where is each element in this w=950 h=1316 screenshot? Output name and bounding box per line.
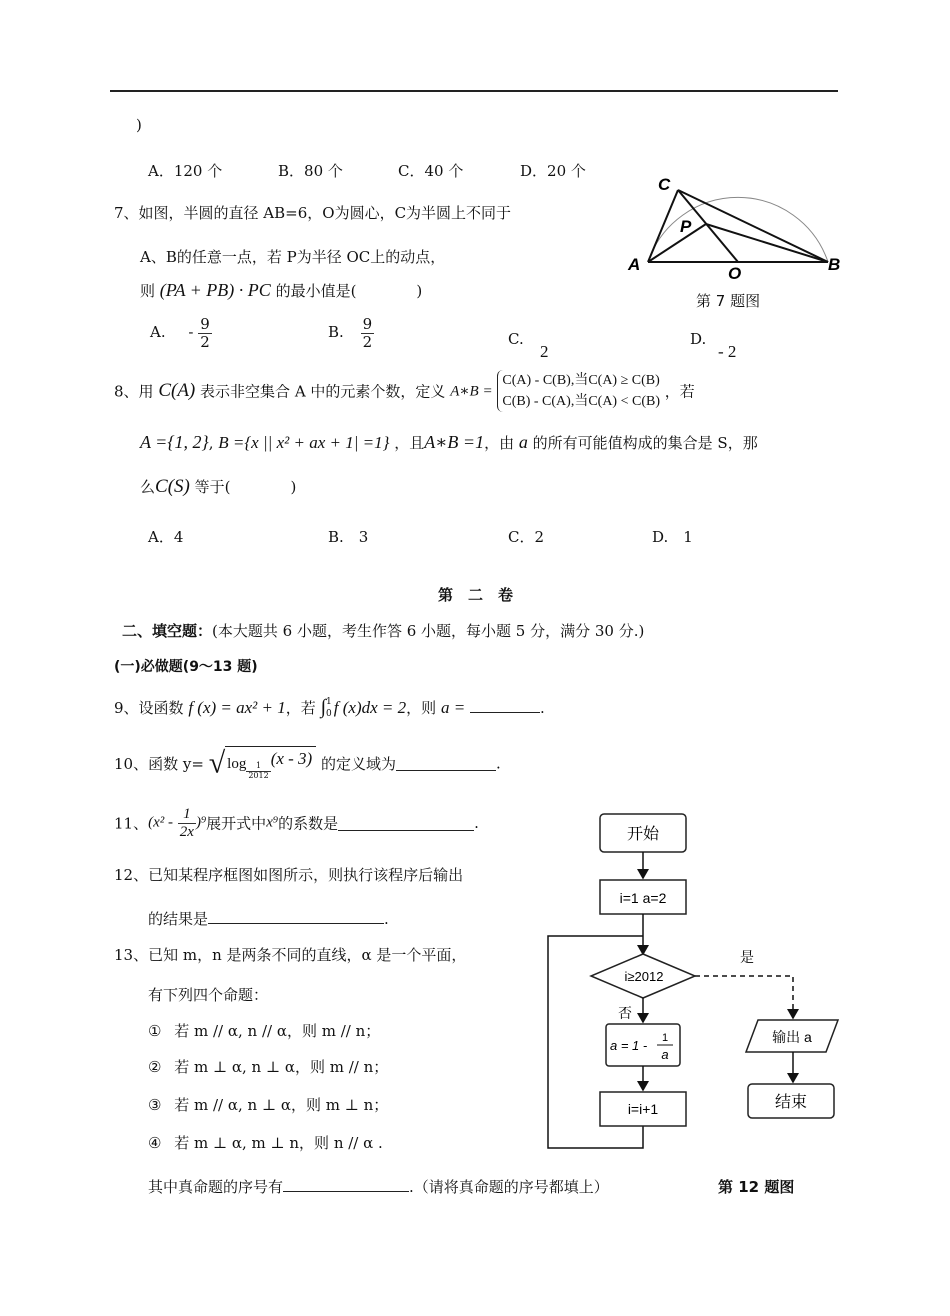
q7-option-a — [150, 316, 212, 350]
q11-prefix: 11、 — [114, 814, 149, 833]
q9-answer-blank[interactable] — [470, 698, 540, 713]
label-o: O — [728, 264, 742, 282]
q6-option-c: C．40 个 — [398, 162, 464, 180]
flow-assign-label: a = 1 - — [610, 1038, 648, 1053]
q7-option-c-label: C. — [508, 330, 524, 348]
q13-line2: 有下列四个命题： — [148, 986, 269, 1004]
q9-integral: f (x)dx = 2 — [333, 698, 407, 717]
fill-in-description: (本大题共 6 小题，考生作答 6 小题，每小题 5 分，满分 30 分.) — [212, 622, 645, 640]
q8-line3 — [140, 476, 296, 498]
q8-case2: C(B) - C(A),当C(A) < C(B) — [502, 394, 660, 409]
q13-answer-blank[interactable] — [283, 1177, 409, 1192]
q7-vector-expression: (PA + PB) · PC — [159, 280, 271, 300]
q7-line2: A、B的任意一点，若 P为半径 OC上的动点， — [140, 248, 446, 266]
q9-upper-limit: 1 — [326, 697, 332, 708]
q11-fraction: $\frac{1}{2x}$ — [179, 806, 194, 840]
q8-ca: C(A) — [158, 380, 196, 401]
q10-answer-blank[interactable] — [396, 756, 496, 771]
q7-figure-caption: 第 7 题图 — [696, 292, 761, 310]
q8-text5: 的所有可能值构成的集合是 S，那 — [532, 434, 758, 452]
q11-expr-left: (x² - — [148, 814, 173, 831]
top-rule — [110, 90, 838, 92]
q13-proposition-2 — [148, 1056, 388, 1077]
flow-assign-denominator: a — [661, 1047, 669, 1062]
q8-piecewise — [497, 370, 660, 412]
sqrt-symbol: √ — [208, 746, 226, 780]
q8-prefix: 8、用 — [114, 382, 154, 401]
q8-option-b: B. 3 — [328, 528, 369, 546]
q8-option-a: A．4 — [148, 528, 184, 546]
q7-option-b-label: B. — [328, 323, 344, 341]
flow-increment-label: i=i+1 — [627, 1101, 659, 1117]
q10-radicand — [225, 746, 316, 781]
q8-option-d: D. 1 — [652, 528, 693, 546]
q10-sqrt — [209, 746, 317, 781]
q13-p2-text: 若 m ⊥ α, n ⊥ α，则 m // n； — [174, 1058, 389, 1076]
flow-no-label: 否 — [618, 1005, 632, 1021]
q8-line3-suffix: 等于( ) — [194, 478, 297, 496]
q13-p3-text: 若 m // α, n ⊥ α，则 m ⊥ n； — [174, 1096, 389, 1114]
q7-option-d-value: - 2 — [718, 342, 737, 361]
q10-prefix: 10、函数 y= — [114, 754, 204, 773]
q9-answer-var: a = — [440, 698, 466, 717]
q8-comma: , — [208, 434, 214, 452]
q7-figure — [620, 172, 850, 282]
q13-p1-text: 若 m // α, n // α，则 m // n； — [174, 1022, 381, 1040]
q7-option-b-fraction: $\frac{9}{2}$ — [362, 315, 373, 351]
q12-line2 — [148, 908, 389, 929]
q11-expr-right: )⁹ — [195, 814, 207, 831]
label-b: B — [828, 255, 841, 274]
q10-end: . — [496, 754, 501, 773]
q13-proposition-1 — [148, 1020, 380, 1041]
label-p: P — [680, 217, 692, 236]
q7-option-a-sign: - — [188, 323, 194, 341]
q12-line2-text: 的结果是 — [148, 910, 209, 928]
q6-option-a: A．120 个 — [148, 162, 223, 180]
q7-line3-prefix: 则 — [140, 282, 156, 300]
q10-suffix: 的定义域为 — [321, 754, 397, 773]
q6-tail: ) — [136, 116, 142, 134]
q7-option-d-label: D. — [690, 330, 707, 348]
q8-text4: ，由 — [484, 434, 515, 452]
q9-mid: ，若 — [285, 699, 316, 717]
q7-option-a-fraction: $\frac{9}{2}$ — [200, 315, 210, 351]
arrow-yes — [695, 976, 793, 1018]
q10-log-base: $\frac{1}{2012}$ — [248, 761, 269, 780]
q12-line1: 12、已知某程序框图如图所示，则执行该程序后输出 — [114, 866, 464, 884]
q9-prefix: 9、设函数 — [114, 699, 184, 717]
q9-function: f (x) = ax² + 1 — [188, 698, 286, 717]
q7-line3 — [140, 280, 422, 301]
q11-line — [114, 806, 479, 840]
q7-option-a-label: A. — [150, 323, 166, 341]
flow-yes-label: 是 — [740, 949, 754, 965]
q9-line — [114, 696, 545, 721]
q8-set-b: B ={x || x² + ax + 1| =1} — [218, 433, 390, 452]
flow-init-label: i=1 a=2 — [619, 890, 667, 906]
flow-condition-label: i≥2012 — [624, 969, 664, 984]
q13-p4-text: 若 m ⊥ α, m ⊥ n，则 n // α . — [174, 1134, 383, 1152]
q9-lower-limit: 0 — [326, 709, 332, 719]
required-heading: (一)必做题(9～13 题) — [114, 659, 258, 675]
q9-end: . — [539, 699, 545, 717]
q7-line1: 7、如图，半圆的直径 AB=6，O为圆心，C为半圆上不同于 — [114, 204, 512, 222]
label-a: A — [628, 255, 641, 274]
q8-option-c: C．2 — [508, 528, 545, 546]
q7-option-c-value: 2 — [540, 342, 549, 361]
q8-line1 — [114, 370, 695, 412]
q12-figure-caption: 第 12 题图 — [718, 1178, 795, 1196]
label-c: C — [658, 175, 671, 194]
q9-limits — [326, 697, 332, 720]
q8-text1: 表示非空集合 A 中的元素个数，定义 — [200, 382, 446, 401]
q13-p4-number: ④ — [148, 1134, 162, 1152]
section-title: 第 二 卷 — [438, 586, 514, 604]
q12-answer-blank[interactable] — [208, 909, 384, 924]
flow-output-label: 输出 a — [772, 1029, 812, 1045]
q12-end: . — [384, 910, 389, 928]
q10-argument: (x - 3) — [270, 749, 313, 768]
q7-option-b — [328, 316, 374, 350]
q11-end: . — [474, 814, 479, 832]
q13-line1: 13、已知 m，n 是两条不同的直线，α 是一个平面， — [114, 946, 467, 964]
q10-line — [114, 746, 501, 781]
q8-line3-prefix: 么 — [140, 478, 156, 496]
flow-end-label: 结束 — [774, 1094, 808, 1111]
flow-assign-numerator: 1 — [661, 1032, 669, 1044]
q8-condition: A∗B =1 — [424, 432, 485, 452]
q6-option-d: D．20 个 — [520, 162, 586, 180]
q8-text3: ，且 — [394, 434, 425, 452]
q13-last-prefix: 其中真命题的序号有 — [148, 1178, 284, 1196]
q8-var-a: a — [518, 432, 528, 452]
fill-in-heading-label: 二、填空题： — [122, 622, 213, 640]
fill-in-heading — [122, 620, 644, 641]
q10-log: log — [227, 756, 247, 772]
q13-last-line — [148, 1176, 609, 1197]
q6-option-b: B．80 个 — [278, 162, 343, 180]
q13-proposition-4 — [148, 1132, 383, 1153]
q13-p2-number: ② — [148, 1058, 162, 1076]
q7-line3-suffix: 的最小值是( ) — [275, 282, 423, 300]
flow-start-label: 开始 — [626, 826, 660, 843]
q8-set-a: A ={1, 2} — [140, 432, 209, 452]
q12-flowchart — [540, 808, 850, 1160]
q11-suffix: 的系数是 — [278, 814, 339, 833]
q13-last-suffix: .（请将真命题的序号都填上） — [409, 1178, 609, 1196]
q13-proposition-3 — [148, 1094, 388, 1115]
integral-sign: ∫ — [320, 696, 327, 718]
q11-mid: 展开式中 — [206, 814, 267, 833]
q9-then: ，则 — [406, 699, 437, 717]
q11-term: x⁹ — [266, 814, 279, 831]
q11-answer-blank[interactable] — [338, 816, 474, 831]
q8-definition-lhs: A∗B = — [450, 383, 493, 400]
q8-line2 — [140, 432, 758, 453]
semicircle-arc — [648, 197, 828, 262]
q8-cs: C(S) — [155, 476, 190, 497]
q13-p1-number: ① — [148, 1022, 162, 1040]
q8-case1: C(A) - C(B),当C(A) ≥ C(B) — [502, 373, 660, 388]
q13-p3-number: ③ — [148, 1096, 162, 1114]
q8-text2: ，若 — [664, 382, 695, 401]
